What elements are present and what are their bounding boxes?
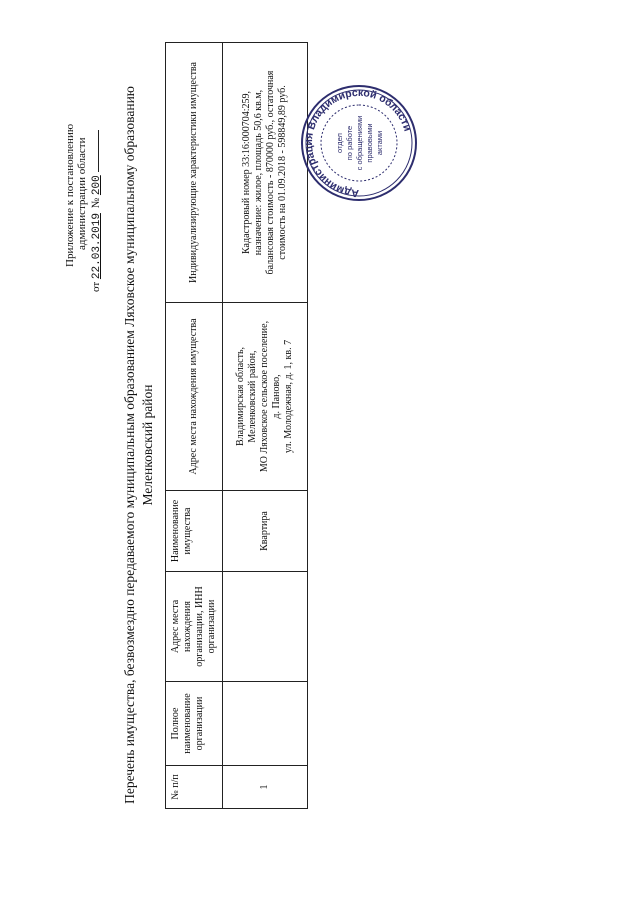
- attachment-date-line: [90, 102, 103, 292]
- cell-num: 1: [223, 766, 308, 809]
- stamp-dept-line-1: отдел: [335, 133, 344, 153]
- document-title: [121, 75, 157, 815]
- official-stamp: [300, 84, 418, 202]
- stamp-dept-line-3: с обращениями: [355, 115, 364, 171]
- attachment-note: [64, 102, 103, 292]
- address-line-5: ул. Молодежная, д. 1, кв. 7: [283, 339, 294, 454]
- cell-org-address: [223, 572, 308, 682]
- header-property-address: Адрес места нахождения имущества: [166, 303, 223, 491]
- address-line-1: Владимирская область,: [235, 346, 246, 447]
- header-org-address: Адрес места нахождения организации, ИНН организации: [166, 572, 223, 682]
- stamp-dept-line-2: по работе: [345, 125, 354, 161]
- number-underline: [98, 131, 99, 173]
- property-table: [165, 42, 308, 809]
- stamp-dept-line-4: правовыми: [365, 123, 374, 163]
- header-num: № п/п: [166, 766, 223, 809]
- date-prefix: от: [90, 281, 102, 292]
- characteristics-line-4: стоимость на 01.09.2018 - 598849,89 руб.: [277, 85, 288, 260]
- characteristics-line-2: назначение: жилое, площадь 50,6 кв.м,: [253, 89, 264, 256]
- cell-org-name: [223, 682, 308, 766]
- attachment-line-2: администрации области: [76, 137, 88, 250]
- title-line-2: Меленковский район: [140, 384, 155, 506]
- table-row: [223, 43, 308, 809]
- header-property-name: Наименование имущества: [166, 491, 223, 572]
- cell-property-address: [223, 303, 308, 491]
- title-line-1: Перечень имущества, безвозмездно передаваемого муниципальным образованием Ляховское муниципальному образованию: [122, 86, 137, 804]
- number-prefix: №: [90, 197, 102, 209]
- table-header-row: [166, 43, 223, 809]
- address-line-2: Меленковский район,: [247, 350, 258, 443]
- header-characteristics: Индивидуализирующие характеристики имущества: [166, 43, 223, 303]
- address-line-3: МО Ляховское сельское поселение,: [259, 320, 270, 473]
- header-org-name: Полное наименование организации: [166, 682, 223, 766]
- attachment-date: 22.03.2019: [91, 213, 103, 280]
- attachment-number: 200: [91, 175, 103, 196]
- stamp-ring-textpath: Администрация Владимирской области: [302, 86, 414, 200]
- stamp-dept-line-5: актами: [375, 130, 384, 156]
- attachment-line-1: Приложение к постановлению: [64, 123, 76, 267]
- characteristics-line-1: Кадастровый номер 33:16:000704:259,: [241, 91, 252, 254]
- characteristics-line-3: балансовая стоимость - 870000 руб., остаточная: [265, 70, 276, 275]
- address-line-4: д. Паново,: [271, 374, 282, 419]
- cell-characteristics: [223, 43, 308, 303]
- cell-property-name: Квартира: [223, 491, 308, 572]
